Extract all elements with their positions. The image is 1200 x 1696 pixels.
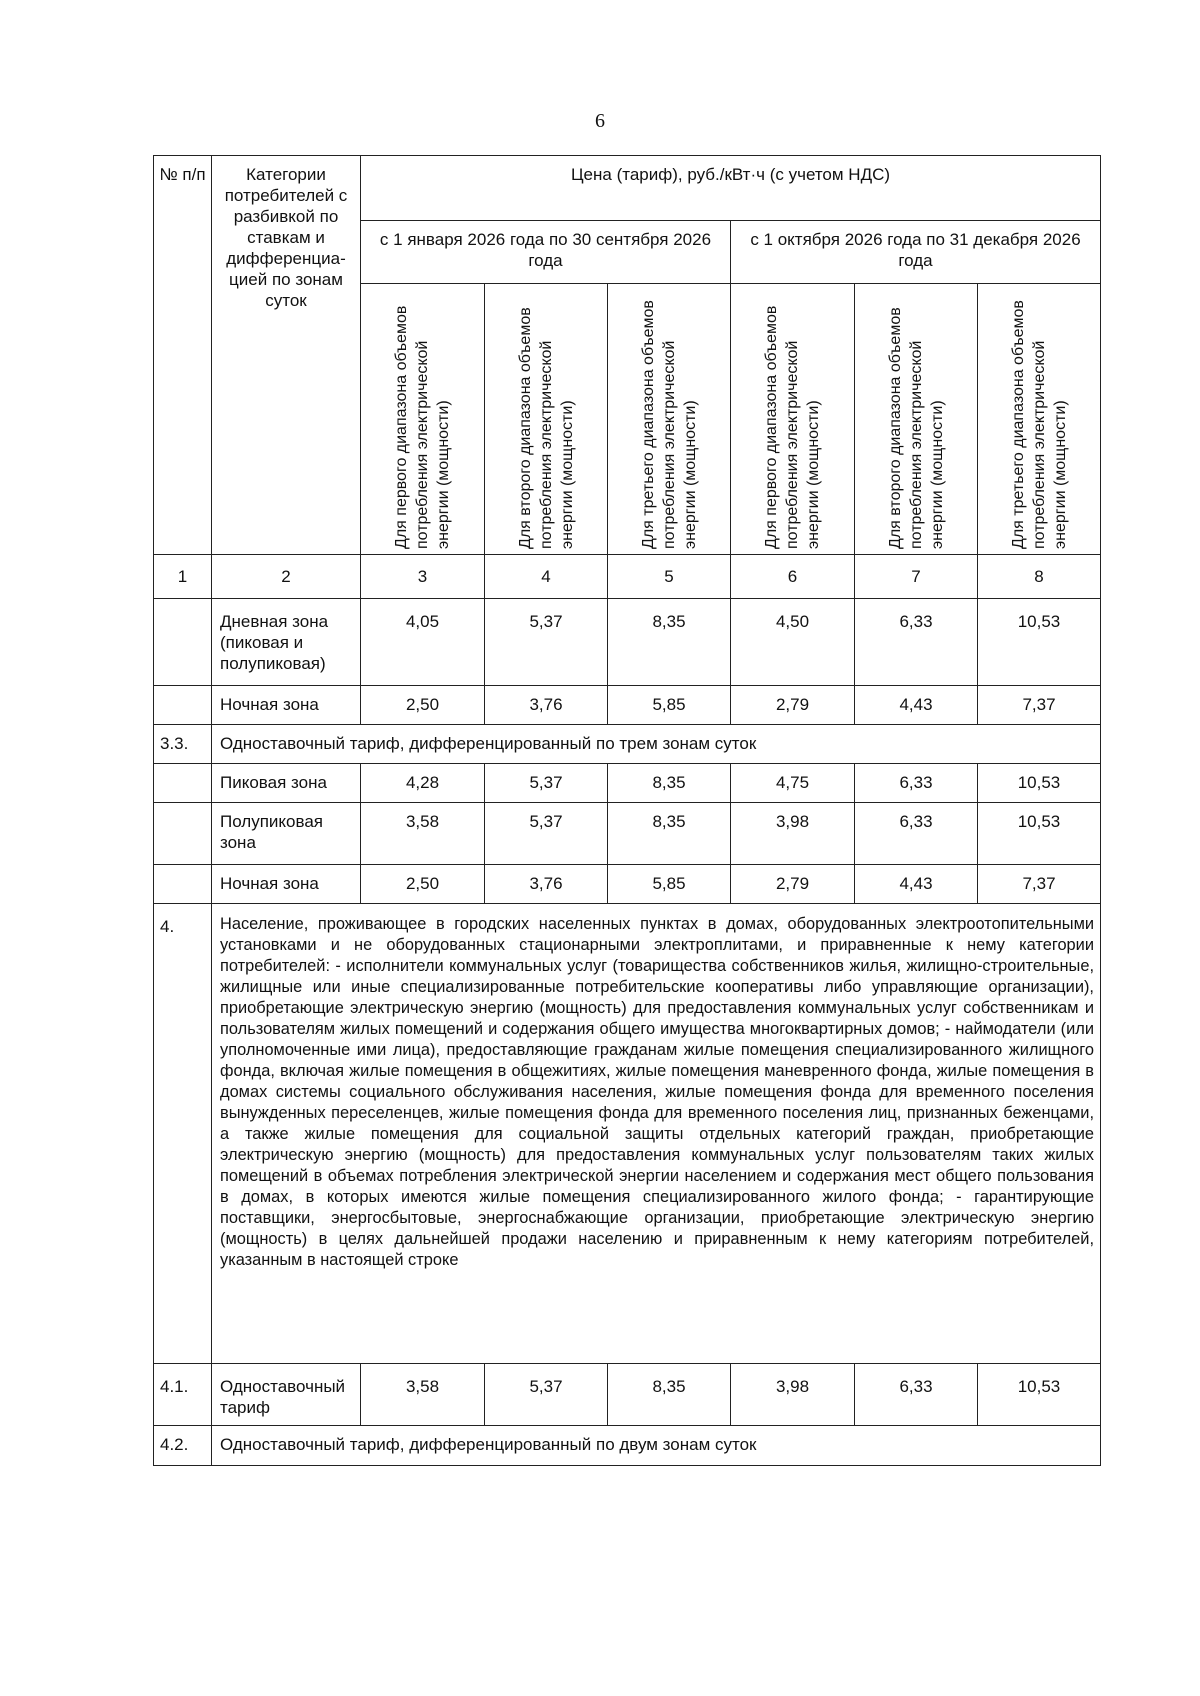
value-cell: 3,58 [361,1364,485,1426]
value-cell: 7,37 [978,686,1101,725]
header-period-1: с 1 января 2026 года по 30 сентября 2026 года [361,221,731,284]
value-cell: 5,37 [485,599,608,686]
value-cell: 6,33 [855,599,978,686]
value-cell: 8,35 [608,764,731,803]
value-cell: 2,50 [361,686,485,725]
range-2-label: Для второго диапазона объемов потребления электрической энергии (мощности) [516,307,576,549]
table-row [154,725,1101,764]
table-row [154,904,1101,1364]
row-label: Пиковая зона [212,764,361,803]
value-cell: 4,50 [731,599,855,686]
value-cell: 3,98 [731,1364,855,1426]
value-cell: 5,37 [485,1364,608,1426]
value-cell: 4,43 [855,865,978,904]
column-number: 1 [154,555,212,599]
column-number-row [154,555,1101,599]
column-number: 7 [855,555,978,599]
value-cell: 5,37 [485,764,608,803]
column-number: 8 [978,555,1101,599]
row-label: Полупиковая зона [212,803,361,865]
range-1-label: Для первого диапазона объемов потребления электрической энергии (мощности) [763,305,822,549]
value-cell: 6,33 [855,1364,978,1426]
page-number: 6 [595,110,605,132]
range-1-label: Для первого диапазона объемов потребления электрической энергии (мощности) [393,305,452,549]
value-cell: 2,50 [361,865,485,904]
value-cell: 10,53 [978,803,1101,865]
row-label: Ночная зона [212,865,361,904]
value-cell: 4,43 [855,686,978,725]
value-cell: 5,85 [608,686,731,725]
table-row [154,1426,1101,1466]
header-range-1-p1 [361,284,485,555]
tariff-table [153,155,1101,1466]
row-number: 3.3. [154,725,212,764]
row-label: Одноставочный тариф, дифференцированный по двум зонам суток [212,1426,1101,1466]
range-3-label: Для третьего диапазона объемов потребления электрической энергии (мощности) [1009,300,1069,549]
header-range-1-p2 [731,284,855,555]
row-number: 4. [154,904,212,1364]
value-cell: 10,53 [978,764,1101,803]
value-cell: 8,35 [608,803,731,865]
value-cell: 8,35 [608,599,731,686]
range-3-label: Для третьего диапазона объемов потребления электрической энергии (мощности) [639,300,699,549]
header-period-2: с 1 октября 2026 года по 31 декабря 2026 года [731,221,1101,284]
value-cell: 5,37 [485,803,608,865]
value-cell: 7,37 [978,865,1101,904]
table-row [154,764,1101,803]
value-cell: 2,79 [731,865,855,904]
value-cell: 3,76 [485,686,608,725]
row-label: Одноставочный тариф [212,1364,361,1426]
row-label: Дневная зона (пиковая и полупиковая) [212,599,361,686]
header-range-3-p2 [978,284,1101,555]
table-row [154,686,1101,725]
value-cell: 5,85 [608,865,731,904]
value-cell: 10,53 [978,1364,1101,1426]
row-label: Одноставочный тариф, дифференцированный по трем зонам суток [212,725,1101,764]
row-number [154,803,212,865]
header-price-cell: Цена (тариф), руб./кВт·ч (с учетом НДС) [361,156,1101,221]
table-row [154,803,1101,865]
row-number [154,764,212,803]
row-label: Ночная зона [212,686,361,725]
range-2-label: Для второго диапазона объемов потребления электрической энергии (мощности) [886,307,946,549]
value-cell: 4,05 [361,599,485,686]
column-number: 6 [731,555,855,599]
header-range-2-p1 [485,284,608,555]
value-cell: 6,33 [855,764,978,803]
row-number: 4.2. [154,1426,212,1466]
row-number [154,599,212,686]
value-cell: 3,76 [485,865,608,904]
header-range-2-p2 [855,284,978,555]
table-row [154,599,1101,686]
column-number: 4 [485,555,608,599]
value-cell: 8,35 [608,1364,731,1426]
row-number: 4.1. [154,1364,212,1426]
value-cell: 3,98 [731,803,855,865]
value-cell: 10,53 [978,599,1101,686]
value-cell: 4,75 [731,764,855,803]
column-number: 5 [608,555,731,599]
row-number [154,686,212,725]
value-cell: 2,79 [731,686,855,725]
value-cell: 6,33 [855,803,978,865]
header-number-cell: № п/п [154,156,212,555]
value-cell: 4,28 [361,764,485,803]
column-number: 2 [212,555,361,599]
column-number: 3 [361,555,485,599]
table-row [154,865,1101,904]
row-description: Население, проживающее в городских населенных пунктах в домах, оборудованных электроотопительными установками и не оборудованных стационарными электроплитами, и приравненные к нему категории потребителей: - исполнители коммунальных услуг (товарищества собственников жилья, жилищно-строительные, жилищные или иные специализированные потребительские кооперативы либо управляющие организации), приобретающие электрическую энергию (мощность) для предоставления коммунальных услуг собственникам и пользователям жилых помещений и содержания общего имущества многоквартирных домов; - наймодатели (или уполномоченные ими лица), предоставляющие гражданам жилые помещения специализированного жилищного фонда, включая жилые помещения в общежитиях, жилые помещения маневренного фонда, жилые помещения в домах системы социального обслуживания населения, жилые помещения фонда для временного поселения вынужденных переселенцев, жилые помещения фонда для временного поселения лиц, признанных беженцами, а также жилые помещения для социальной защиты отдельных категорий граждан, приобретающие электрическую энергию (мощность) для предоставления коммунальных услуг пользователям таких жилых помещений в объемах потребления электрической энергии населением и содержания мест общего пользования в домах, в которых имеются жилые помещения специализированного жилого фонда; - гарантирующие поставщики, энергосбытовые, энергоснабжающие организации, приобретающие электрическую энергию (мощность) в целях дальнейшей продажи населению и приравненным к нему категориям потребителей, указанным в настоящей строке [212,904,1101,1364]
row-number [154,865,212,904]
value-cell: 3,58 [361,803,485,865]
table-row [154,1364,1101,1426]
header-range-3-p1 [608,284,731,555]
header-category-cell: Категории потребителей с разбивкой по ставкам и дифференциа-цией по зонам суток [212,156,361,555]
